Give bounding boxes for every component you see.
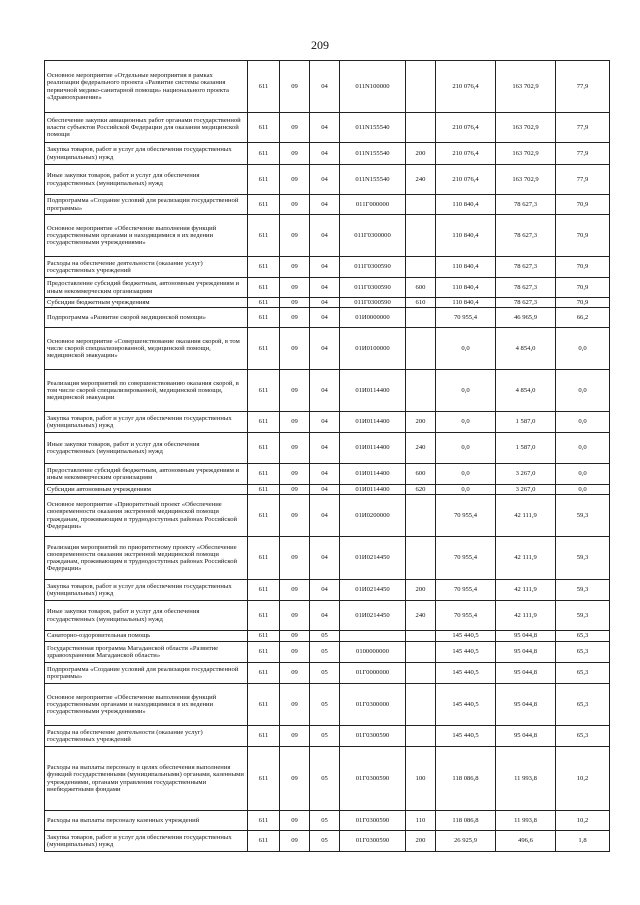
row-name-cell: Подпрограмма «Создание условий для реализации государственной программы» xyxy=(45,195,248,215)
row-ministry-code-cell: 611 xyxy=(248,412,280,433)
row-percent-cell: 1,8 xyxy=(556,831,610,852)
row-name-cell: Подпрограмма «Создание условий для реализации государственной программы» xyxy=(45,663,248,684)
row-target-article-cell: 01И0114400 xyxy=(340,370,406,412)
row-percent-cell: 77,9 xyxy=(556,165,610,195)
row-plan-cell: 70 955,4 xyxy=(436,537,496,580)
row-section-cell: 09 xyxy=(280,433,310,464)
row-plan-cell: 110 840,4 xyxy=(436,195,496,215)
row-actual-cell: 42 111,9 xyxy=(496,537,556,580)
table-row xyxy=(45,61,610,113)
row-percent-cell: 77,9 xyxy=(556,113,610,143)
row-ministry-code-cell: 611 xyxy=(248,485,280,495)
row-subsection-cell: 04 xyxy=(310,195,340,215)
row-subsection-cell: 04 xyxy=(310,580,340,601)
row-subsection-cell: 04 xyxy=(310,464,340,485)
row-section-cell: 09 xyxy=(280,631,310,642)
row-plan-cell: 0,0 xyxy=(436,412,496,433)
table-row xyxy=(45,831,610,852)
table-row xyxy=(45,684,610,726)
table-row xyxy=(45,663,610,684)
row-percent-cell: 65,3 xyxy=(556,631,610,642)
row-expense-type-cell xyxy=(406,631,436,642)
row-percent-cell: 65,3 xyxy=(556,642,610,663)
row-expense-type-cell xyxy=(406,495,436,537)
table-body xyxy=(45,61,610,852)
row-ministry-code-cell: 611 xyxy=(248,308,280,328)
row-actual-cell: 95 044,8 xyxy=(496,663,556,684)
row-percent-cell: 0,0 xyxy=(556,412,610,433)
row-plan-cell: 118 086,8 xyxy=(436,811,496,831)
row-expense-type-cell xyxy=(406,195,436,215)
row-expense-type-cell xyxy=(406,537,436,580)
row-subsection-cell: 04 xyxy=(310,278,340,298)
row-section-cell: 09 xyxy=(280,113,310,143)
row-name-cell: Расходы на обеспечение деятельности (оказание услуг) государственных учреждений xyxy=(45,726,248,747)
table-row xyxy=(45,811,610,831)
row-section-cell: 09 xyxy=(280,747,310,811)
row-section-cell: 09 xyxy=(280,143,310,165)
row-name-cell: Предоставление субсидий бюджетным, автономным учреждениям и иным некоммерческим организациям xyxy=(45,464,248,485)
table-row xyxy=(45,485,610,495)
row-ministry-code-cell: 611 xyxy=(248,601,280,631)
table-row xyxy=(45,726,610,747)
row-ministry-code-cell: 611 xyxy=(248,370,280,412)
row-target-article-cell: 01Г0300590 xyxy=(340,831,406,852)
row-target-article-cell: 011N155540 xyxy=(340,165,406,195)
row-plan-cell: 145 440,5 xyxy=(436,631,496,642)
row-plan-cell: 110 840,4 xyxy=(436,278,496,298)
row-target-article-cell: 011N155540 xyxy=(340,143,406,165)
row-section-cell: 09 xyxy=(280,257,310,278)
row-subsection-cell: 05 xyxy=(310,831,340,852)
table-row xyxy=(45,308,610,328)
row-expense-type-cell: 240 xyxy=(406,433,436,464)
row-name-cell: Основное мероприятие «Обеспечение выполнения функций государственными органами и находящимися в их ведении государственными учреждениями» xyxy=(45,684,248,726)
row-section-cell: 09 xyxy=(280,663,310,684)
row-target-article-cell: 01Г0300590 xyxy=(340,726,406,747)
row-plan-cell: 0,0 xyxy=(436,328,496,370)
row-percent-cell: 0,0 xyxy=(556,485,610,495)
row-subsection-cell: 04 xyxy=(310,601,340,631)
row-subsection-cell: 05 xyxy=(310,663,340,684)
row-section-cell: 09 xyxy=(280,726,310,747)
row-plan-cell: 210 076,4 xyxy=(436,61,496,113)
row-name-cell: Иные закупки товаров, работ и услуг для обеспечения государственных (муниципальных) нужд xyxy=(45,433,248,464)
row-actual-cell: 42 111,9 xyxy=(496,495,556,537)
row-target-article-cell: 01Г0000000 xyxy=(340,663,406,684)
row-expense-type-cell xyxy=(406,61,436,113)
row-section-cell: 09 xyxy=(280,811,310,831)
row-plan-cell: 0,0 xyxy=(436,464,496,485)
row-ministry-code-cell: 611 xyxy=(248,631,280,642)
row-ministry-code-cell: 611 xyxy=(248,642,280,663)
row-subsection-cell: 04 xyxy=(310,143,340,165)
row-name-cell: Закупка товаров, работ и услуг для обеспечения государственных (муниципальных) нужд xyxy=(45,831,248,852)
row-name-cell: Реализация мероприятий по совершенствованию оказания скорой, в том числе скорой специализированной, медицинской помощи, медицинской эвакуации xyxy=(45,370,248,412)
row-name-cell: Основное мероприятие «Отдельные мероприятия в рамках реализации федерального проекта «Развитие системы оказания первичной медико-санитарной помощи» национального проекта «Здравоохранение» xyxy=(45,61,248,113)
row-target-article-cell: 011Г0300590 xyxy=(340,257,406,278)
row-actual-cell: 163 702,9 xyxy=(496,143,556,165)
row-ministry-code-cell: 611 xyxy=(248,831,280,852)
row-name-cell: Иные закупки товаров, работ и услуг для обеспечения государственных (муниципальных) нужд xyxy=(45,601,248,631)
table-row xyxy=(45,601,610,631)
row-plan-cell: 210 076,4 xyxy=(436,165,496,195)
row-expense-type-cell xyxy=(406,726,436,747)
row-actual-cell: 95 044,8 xyxy=(496,642,556,663)
table-row xyxy=(45,433,610,464)
row-name-cell: Расходы на выплаты персоналу казенных учреждений xyxy=(45,811,248,831)
row-actual-cell: 11 993,8 xyxy=(496,811,556,831)
row-actual-cell: 42 111,9 xyxy=(496,601,556,631)
row-actual-cell: 163 702,9 xyxy=(496,165,556,195)
row-ministry-code-cell: 611 xyxy=(248,726,280,747)
row-ministry-code-cell: 611 xyxy=(248,537,280,580)
row-subsection-cell: 04 xyxy=(310,537,340,580)
row-percent-cell: 59,3 xyxy=(556,537,610,580)
row-percent-cell: 70,9 xyxy=(556,195,610,215)
row-plan-cell: 70 955,4 xyxy=(436,308,496,328)
row-actual-cell: 95 044,8 xyxy=(496,684,556,726)
row-percent-cell: 0,0 xyxy=(556,433,610,464)
row-percent-cell: 59,3 xyxy=(556,580,610,601)
row-target-article-cell: 011Г0300000 xyxy=(340,215,406,257)
row-ministry-code-cell: 611 xyxy=(248,215,280,257)
row-percent-cell: 0,0 xyxy=(556,464,610,485)
row-section-cell: 09 xyxy=(280,684,310,726)
table-row xyxy=(45,278,610,298)
row-actual-cell: 3 267,0 xyxy=(496,464,556,485)
table-row xyxy=(45,328,610,370)
row-target-article-cell: 01И0114400 xyxy=(340,464,406,485)
row-subsection-cell: 04 xyxy=(310,412,340,433)
row-expense-type-cell: 200 xyxy=(406,580,436,601)
row-expense-type-cell: 110 xyxy=(406,811,436,831)
row-percent-cell: 77,9 xyxy=(556,143,610,165)
row-actual-cell: 78 627,3 xyxy=(496,215,556,257)
row-actual-cell: 78 627,3 xyxy=(496,278,556,298)
row-ministry-code-cell: 611 xyxy=(248,811,280,831)
row-ministry-code-cell: 611 xyxy=(248,464,280,485)
row-section-cell: 09 xyxy=(280,370,310,412)
row-actual-cell: 4 854,0 xyxy=(496,370,556,412)
row-target-article-cell: 01И0114400 xyxy=(340,412,406,433)
row-percent-cell: 10,2 xyxy=(556,811,610,831)
row-plan-cell: 145 440,5 xyxy=(436,726,496,747)
row-percent-cell: 65,3 xyxy=(556,726,610,747)
row-plan-cell: 0,0 xyxy=(436,370,496,412)
row-ministry-code-cell: 611 xyxy=(248,747,280,811)
row-subsection-cell: 05 xyxy=(310,811,340,831)
row-target-article-cell: 01И0114400 xyxy=(340,433,406,464)
row-expense-type-cell: 600 xyxy=(406,464,436,485)
row-target-article-cell: 01И0214450 xyxy=(340,580,406,601)
row-ministry-code-cell: 611 xyxy=(248,495,280,537)
row-percent-cell: 70,9 xyxy=(556,278,610,298)
row-name-cell: Государственная программа Магаданской области «Развитие здравоохранения Магаданской области» xyxy=(45,642,248,663)
table-row xyxy=(45,642,610,663)
row-name-cell: Субсидии бюджетным учреждениям xyxy=(45,298,248,308)
row-subsection-cell: 04 xyxy=(310,308,340,328)
row-expense-type-cell: 610 xyxy=(406,298,436,308)
row-expense-type-cell: 240 xyxy=(406,601,436,631)
row-percent-cell: 65,3 xyxy=(556,684,610,726)
row-ministry-code-cell: 611 xyxy=(248,278,280,298)
row-ministry-code-cell: 611 xyxy=(248,298,280,308)
row-percent-cell: 0,0 xyxy=(556,370,610,412)
row-percent-cell: 59,3 xyxy=(556,495,610,537)
row-ministry-code-cell: 611 xyxy=(248,61,280,113)
row-ministry-code-cell: 611 xyxy=(248,328,280,370)
table-row xyxy=(45,298,610,308)
row-section-cell: 09 xyxy=(280,215,310,257)
row-target-article-cell: 01И0000000 xyxy=(340,308,406,328)
row-ministry-code-cell: 611 xyxy=(248,433,280,464)
row-plan-cell: 145 440,5 xyxy=(436,684,496,726)
row-actual-cell: 78 627,3 xyxy=(496,298,556,308)
row-target-article-cell xyxy=(340,631,406,642)
row-plan-cell: 210 076,4 xyxy=(436,143,496,165)
row-expense-type-cell xyxy=(406,215,436,257)
row-section-cell: 09 xyxy=(280,464,310,485)
table-row xyxy=(45,580,610,601)
row-section-cell: 09 xyxy=(280,278,310,298)
row-section-cell: 09 xyxy=(280,831,310,852)
row-ministry-code-cell: 611 xyxy=(248,113,280,143)
row-subsection-cell: 05 xyxy=(310,631,340,642)
row-name-cell: Обеспечение закупки авиационных работ органами государственной власти субъектов Российской Федерации для оказания медицинской помощи xyxy=(45,113,248,143)
row-subsection-cell: 05 xyxy=(310,642,340,663)
row-subsection-cell: 05 xyxy=(310,747,340,811)
row-actual-cell: 1 587,0 xyxy=(496,412,556,433)
row-target-article-cell: 011Г0300590 xyxy=(340,298,406,308)
row-percent-cell: 66,2 xyxy=(556,308,610,328)
row-subsection-cell: 04 xyxy=(310,298,340,308)
row-expense-type-cell: 600 xyxy=(406,278,436,298)
row-plan-cell: 0,0 xyxy=(436,433,496,464)
row-plan-cell: 110 840,4 xyxy=(436,215,496,257)
row-target-article-cell: 01И0214450 xyxy=(340,537,406,580)
row-actual-cell: 78 627,3 xyxy=(496,195,556,215)
table-row xyxy=(45,412,610,433)
budget-table xyxy=(44,60,610,852)
row-section-cell: 09 xyxy=(280,537,310,580)
row-plan-cell: 70 955,4 xyxy=(436,580,496,601)
row-subsection-cell: 04 xyxy=(310,165,340,195)
row-percent-cell: 70,9 xyxy=(556,257,610,278)
row-actual-cell: 3 267,0 xyxy=(496,485,556,495)
row-target-article-cell: 011Г0300590 xyxy=(340,278,406,298)
row-name-cell: Реализация мероприятий по приоритетному проекту «Обеспечение своевременности оказания экстренной медицинской помощи гражданам, проживающим в труднодоступных районах Российской Федерации» xyxy=(45,537,248,580)
row-name-cell: Санаторно-оздоровительная помощь xyxy=(45,631,248,642)
table-row xyxy=(45,113,610,143)
row-subsection-cell: 04 xyxy=(310,257,340,278)
row-section-cell: 09 xyxy=(280,580,310,601)
page-number: 209 xyxy=(311,38,329,52)
row-section-cell: 09 xyxy=(280,165,310,195)
row-name-cell: Основное мероприятие «Приоритетный проект «Обеспечение своевременности оказания экстренной медицинской помощи гражданам, проживающим в труднодоступных районах Российской Федерации» xyxy=(45,495,248,537)
row-percent-cell: 0,0 xyxy=(556,328,610,370)
table-row xyxy=(45,257,610,278)
row-ministry-code-cell: 611 xyxy=(248,663,280,684)
row-target-article-cell: 011Г000000 xyxy=(340,195,406,215)
row-plan-cell: 70 955,4 xyxy=(436,601,496,631)
row-plan-cell: 0,0 xyxy=(436,485,496,495)
table-row xyxy=(45,195,610,215)
row-section-cell: 09 xyxy=(280,601,310,631)
row-subsection-cell: 05 xyxy=(310,684,340,726)
row-ministry-code-cell: 611 xyxy=(248,580,280,601)
row-subsection-cell: 04 xyxy=(310,328,340,370)
row-section-cell: 09 xyxy=(280,328,310,370)
row-expense-type-cell xyxy=(406,113,436,143)
row-expense-type-cell: 200 xyxy=(406,143,436,165)
row-percent-cell: 70,9 xyxy=(556,298,610,308)
row-expense-type-cell: 620 xyxy=(406,485,436,495)
row-percent-cell: 10,2 xyxy=(556,747,610,811)
row-expense-type-cell xyxy=(406,370,436,412)
row-subsection-cell: 04 xyxy=(310,215,340,257)
row-plan-cell: 26 925,9 xyxy=(436,831,496,852)
table-row xyxy=(45,143,610,165)
row-actual-cell: 4 854,0 xyxy=(496,328,556,370)
row-subsection-cell: 04 xyxy=(310,495,340,537)
row-subsection-cell: 04 xyxy=(310,485,340,495)
row-ministry-code-cell: 611 xyxy=(248,684,280,726)
row-target-article-cell: 011N155540 xyxy=(340,113,406,143)
row-percent-cell: 77,9 xyxy=(556,61,610,113)
row-actual-cell: 11 993,8 xyxy=(496,747,556,811)
row-percent-cell: 70,9 xyxy=(556,215,610,257)
table-row xyxy=(45,165,610,195)
row-actual-cell: 163 702,9 xyxy=(496,113,556,143)
row-ministry-code-cell: 611 xyxy=(248,257,280,278)
row-expense-type-cell xyxy=(406,684,436,726)
row-section-cell: 09 xyxy=(280,642,310,663)
row-expense-type-cell xyxy=(406,663,436,684)
row-target-article-cell: 01Г0300590 xyxy=(340,747,406,811)
row-section-cell: 09 xyxy=(280,61,310,113)
row-name-cell: Субсидии автономным учреждениям xyxy=(45,485,248,495)
row-subsection-cell: 04 xyxy=(310,113,340,143)
row-name-cell: Подпрограмма «Развитие скорой медицинской помощи» xyxy=(45,308,248,328)
row-actual-cell: 46 965,9 xyxy=(496,308,556,328)
row-target-article-cell: 0100000000 xyxy=(340,642,406,663)
row-name-cell: Расходы на выплаты персоналу в целях обеспечения выполнения функций государственными (муниципальными) органами, казенными учреждениями, органами управления государственными внебюджетными фондами xyxy=(45,747,248,811)
row-name-cell: Основное мероприятие «Совершенствование оказания скорой, в том числе скорой специализированной, медицинской помощи, медицинской эвакуации» xyxy=(45,328,248,370)
row-actual-cell: 78 627,3 xyxy=(496,257,556,278)
row-section-cell: 09 xyxy=(280,298,310,308)
row-name-cell: Закупка товаров, работ и услуг для обеспечения государственных (муниципальных) нужд xyxy=(45,580,248,601)
row-expense-type-cell: 200 xyxy=(406,831,436,852)
row-plan-cell: 70 955,4 xyxy=(436,495,496,537)
table-row xyxy=(45,215,610,257)
row-actual-cell: 42 111,9 xyxy=(496,580,556,601)
row-plan-cell: 118 086,8 xyxy=(436,747,496,811)
row-name-cell: Расходы на обеспечение деятельности (оказание услуг) государственных учреждений xyxy=(45,257,248,278)
row-actual-cell: 1 587,0 xyxy=(496,433,556,464)
row-ministry-code-cell: 611 xyxy=(248,165,280,195)
row-section-cell: 09 xyxy=(280,412,310,433)
row-subsection-cell: 04 xyxy=(310,370,340,412)
row-target-article-cell: 01И0114400 xyxy=(340,485,406,495)
table-row xyxy=(45,495,610,537)
row-name-cell: Основное мероприятие «Обеспечение выполнения функций государственными органами и находящимися в их ведении государственными учреждениями» xyxy=(45,215,248,257)
row-section-cell: 09 xyxy=(280,195,310,215)
row-expense-type-cell xyxy=(406,257,436,278)
table-row xyxy=(45,537,610,580)
row-expense-type-cell: 200 xyxy=(406,412,436,433)
row-percent-cell: 59,3 xyxy=(556,601,610,631)
row-plan-cell: 145 440,5 xyxy=(436,663,496,684)
row-actual-cell: 163 702,9 xyxy=(496,61,556,113)
table-row xyxy=(45,370,610,412)
row-target-article-cell: 01Г0300590 xyxy=(340,811,406,831)
table-row xyxy=(45,631,610,642)
row-ministry-code-cell: 611 xyxy=(248,195,280,215)
row-subsection-cell: 04 xyxy=(310,433,340,464)
row-expense-type-cell xyxy=(406,328,436,370)
row-target-article-cell: 01Г0300000 xyxy=(340,684,406,726)
row-plan-cell: 145 440,5 xyxy=(436,642,496,663)
row-name-cell: Иные закупки товаров, работ и услуг для обеспечения государственных (муниципальных) нужд xyxy=(45,165,248,195)
row-expense-type-cell xyxy=(406,642,436,663)
row-name-cell: Закупка товаров, работ и услуг для обеспечения государственных (муниципальных) нужд xyxy=(45,143,248,165)
row-target-article-cell: 01И0214450 xyxy=(340,601,406,631)
row-ministry-code-cell: 611 xyxy=(248,143,280,165)
row-actual-cell: 95 044,8 xyxy=(496,726,556,747)
row-section-cell: 09 xyxy=(280,485,310,495)
row-subsection-cell: 05 xyxy=(310,726,340,747)
row-target-article-cell: 01И0200000 xyxy=(340,495,406,537)
row-plan-cell: 110 840,4 xyxy=(436,257,496,278)
row-actual-cell: 95 044,8 xyxy=(496,631,556,642)
row-plan-cell: 210 076,4 xyxy=(436,113,496,143)
row-percent-cell: 65,3 xyxy=(556,663,610,684)
row-plan-cell: 110 840,4 xyxy=(436,298,496,308)
table-row xyxy=(45,464,610,485)
row-section-cell: 09 xyxy=(280,495,310,537)
row-section-cell: 09 xyxy=(280,308,310,328)
row-name-cell: Предоставление субсидий бюджетным, автономным учреждениям и иным некоммерческим организациям xyxy=(45,278,248,298)
row-subsection-cell: 04 xyxy=(310,61,340,113)
row-expense-type-cell: 100 xyxy=(406,747,436,811)
table-row xyxy=(45,747,610,811)
row-target-article-cell: 011N100000 xyxy=(340,61,406,113)
row-expense-type-cell: 240 xyxy=(406,165,436,195)
row-name-cell: Закупка товаров, работ и услуг для обеспечения государственных (муниципальных) нужд xyxy=(45,412,248,433)
row-target-article-cell: 01И0100000 xyxy=(340,328,406,370)
row-expense-type-cell xyxy=(406,308,436,328)
row-actual-cell: 496,6 xyxy=(496,831,556,852)
